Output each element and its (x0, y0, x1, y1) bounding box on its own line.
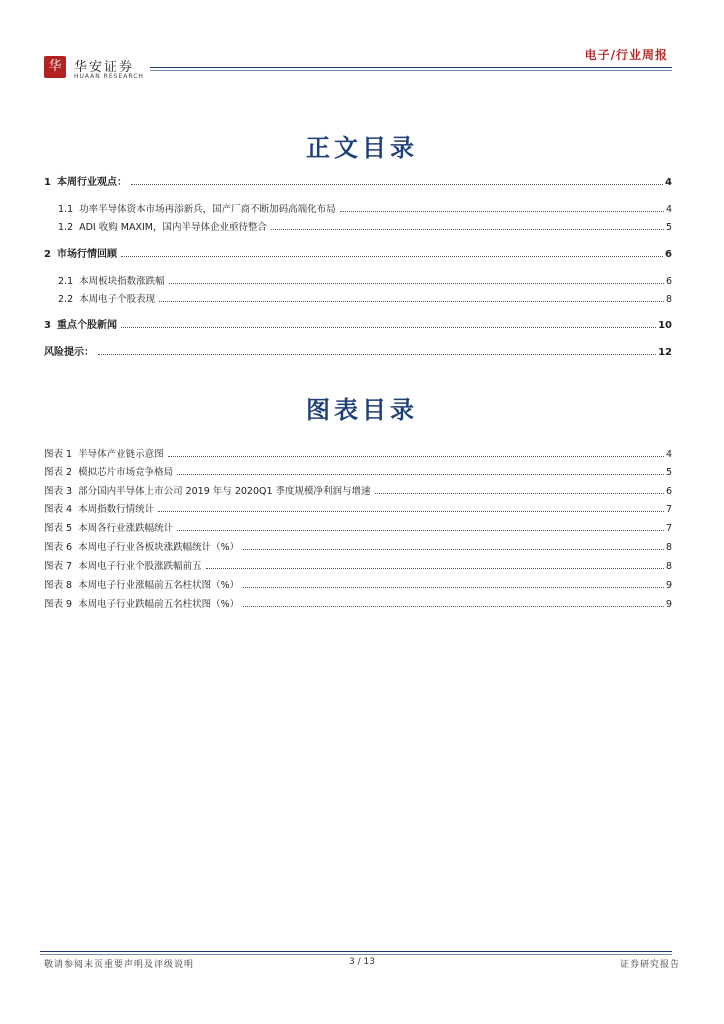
figure-page: 4 (665, 449, 672, 460)
figure-text: 本周各行业涨跌幅统计 (78, 523, 174, 534)
leader-dots (121, 327, 656, 328)
figure-text: 部分国内半导体上市公司 2019 年与 2020Q1 季度规模净利润与增速 (78, 486, 371, 497)
leader-dots (271, 229, 664, 230)
toc-entry-page: 12 (658, 347, 672, 358)
figure-label: 图表 2 (44, 467, 73, 478)
figures-title: 图表目录 (306, 395, 418, 424)
toc-entry-text: 重点个股新闻 (56, 320, 117, 331)
leader-dots (340, 211, 664, 212)
figure-text: 半导体产业链示意图 (78, 449, 164, 460)
figure-page: 7 (665, 523, 672, 534)
toc-title: 正文目录 (306, 133, 418, 162)
figure-text: 模拟芯片市场竞争格局 (78, 467, 174, 478)
figure-page: 6 (665, 486, 672, 497)
toc-entry-page: 5 (665, 222, 672, 233)
toc-entry-page: 10 (658, 320, 672, 331)
figure-entry[interactable] (44, 537, 672, 553)
figure-text: 本周电子行业跌幅前五名柱状图（%） (78, 599, 240, 610)
figure-entry[interactable] (44, 444, 672, 460)
leader-dots (121, 256, 663, 257)
toc-entry-text: 风险提示： (44, 347, 94, 358)
leader-dots (131, 184, 663, 185)
figure-page: 5 (665, 467, 672, 478)
toc-entry[interactable] (44, 342, 672, 358)
toc-entry-number: 1 (44, 177, 51, 188)
page-number: 3 / 13 (349, 957, 375, 967)
leader-dots (158, 511, 664, 512)
toc-entry-text: 本周板块指数涨跌幅 (79, 276, 165, 287)
company-subname: HUAAN RESEARCH (74, 73, 144, 80)
figure-label: 图表 1 (44, 449, 73, 460)
toc-entry[interactable] (58, 217, 672, 233)
figure-page: 8 (665, 561, 672, 572)
toc-entry[interactable] (44, 315, 672, 331)
figure-entry[interactable] (44, 518, 672, 534)
toc-entry[interactable] (44, 244, 672, 260)
leader-dots (177, 530, 664, 531)
figure-label: 图表 8 (44, 580, 73, 591)
toc-entry-page: 4 (665, 177, 672, 188)
toc-entry[interactable] (58, 289, 672, 305)
figure-label: 图表 5 (44, 523, 73, 534)
figure-entry[interactable] (44, 499, 672, 515)
figure-label: 图表 6 (44, 542, 73, 553)
leader-dots (375, 493, 664, 494)
leader-dots (98, 354, 656, 355)
figure-label: 图表 9 (44, 599, 73, 610)
figure-entry[interactable] (44, 481, 672, 497)
figure-page: 9 (665, 580, 672, 591)
figure-label: 图表 4 (44, 504, 73, 515)
figure-page: 8 (665, 542, 672, 553)
figure-text: 本周电子行业个股涨跌幅前五 (78, 561, 202, 572)
toc-entry-number: 2 (44, 249, 51, 260)
leader-dots (243, 587, 664, 588)
toc-entry[interactable] (58, 199, 672, 215)
figure-label: 图表 3 (44, 486, 73, 497)
figure-label: 图表 7 (44, 561, 73, 572)
leader-dots (169, 283, 664, 284)
header-divider-thin (150, 70, 672, 71)
toc-entry-text: 市场行情回顾 (56, 249, 117, 260)
figure-entry[interactable] (44, 575, 672, 591)
toc-entry-number: 1.1 (58, 204, 74, 215)
toc-entry-text: 本周行业观点： (56, 177, 127, 188)
figure-page: 7 (665, 504, 672, 515)
figure-entry[interactable] (44, 556, 672, 572)
leader-dots (243, 606, 664, 607)
figure-entry[interactable] (44, 594, 672, 610)
toc-entry-text: 功率半导体资本市场再添新兵，国产厂商不断加码高端化布局 (79, 204, 336, 215)
footer-divider-thin (40, 954, 672, 955)
figure-text: 本周电子行业各板块涨跌幅统计（%） (78, 542, 240, 553)
footer-disclaimer: 敬请参阅末页重要声明及评级说明 (44, 960, 195, 970)
header-divider (150, 67, 672, 68)
toc-entry-page: 6 (665, 249, 672, 260)
toc-entry[interactable] (44, 172, 672, 188)
footer-report-label: 证券研究报告 (619, 960, 680, 970)
company-name: 华安证券 (74, 60, 135, 75)
figure-text: 本周指数行情统计 (78, 504, 155, 515)
toc-entry[interactable] (58, 271, 672, 287)
leader-dots (243, 549, 664, 550)
leader-dots (206, 568, 664, 569)
toc-entry-number: 2.1 (58, 276, 74, 287)
figure-page: 9 (665, 599, 672, 610)
leader-dots (177, 474, 664, 475)
report-type: 电子/行业周报 (584, 48, 668, 62)
toc-entry-page: 8 (665, 294, 672, 305)
figure-text: 本周电子行业涨幅前五名柱状图（%） (78, 580, 240, 591)
toc-entry-text: 本周电子个股表现 (79, 294, 156, 305)
toc-entry-text: ADI 收购 MAXIM，国内半导体企业亟待整合 (79, 222, 267, 233)
toc-entry-number: 2.2 (58, 294, 74, 305)
leader-dots (159, 301, 664, 302)
page-header (40, 46, 672, 86)
toc-entry-page: 4 (665, 204, 672, 215)
toc-entry-number: 1.2 (58, 222, 74, 233)
figure-entry[interactable] (44, 462, 672, 478)
leader-dots (168, 456, 664, 457)
toc-entry-page: 6 (665, 276, 672, 287)
toc-entry-number: 3 (44, 320, 51, 331)
footer-divider (40, 951, 672, 952)
company-logo-icon: 华 (44, 56, 66, 78)
